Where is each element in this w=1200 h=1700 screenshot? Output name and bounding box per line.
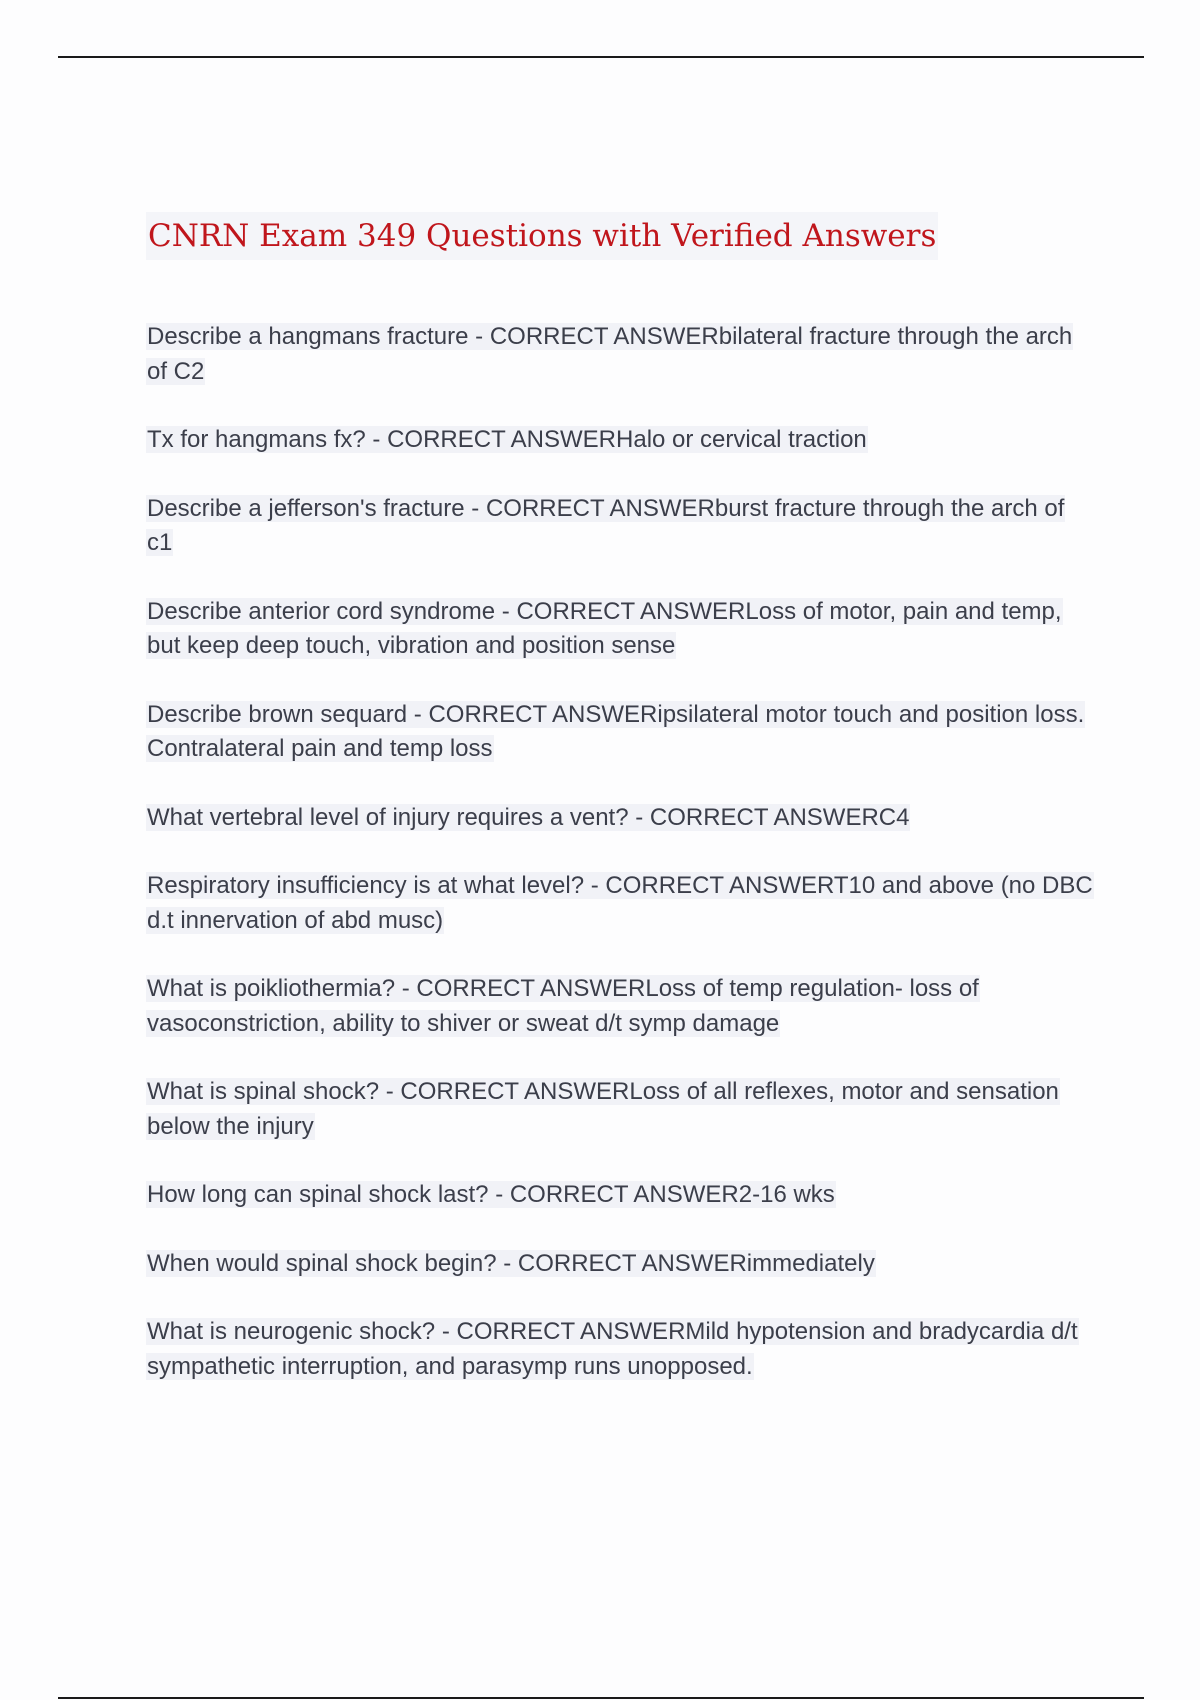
qa-item <box>146 1178 1096 1213</box>
qa-item <box>146 595 1096 664</box>
qa-text: Tx for hangmans fx? - CORRECT ANSWERHalo or cervical traction <box>147 426 867 453</box>
document-body <box>146 212 1096 1418</box>
qa-text: What is neurogenic shock? - CORRECT ANSWERMild hypotension and bradycardia d/t sympathetic interruption, and parasymp runs unopposed. <box>147 1318 1078 1380</box>
bottom-rule <box>58 1697 1144 1699</box>
qa-item <box>146 423 1096 458</box>
qa-text: What vertebral level of injury requires a vent? - CORRECT ANSWERC4 <box>147 803 910 831</box>
qa-list <box>146 320 1096 1384</box>
qa-item <box>146 1247 1096 1282</box>
qa-item <box>146 801 1096 836</box>
qa-text: Describe a jefferson's fracture - CORRECT ANSWERburst fracture through the arch of c1 <box>147 494 1065 556</box>
qa-item <box>146 972 1096 1041</box>
qa-item <box>146 698 1096 767</box>
qa-text: What is poikliothermia? - CORRECT ANSWERLoss of temp regulation- loss of vasoconstriction, ability to shiver or sweat d/t symp damage <box>147 975 979 1037</box>
qa-item <box>146 1075 1096 1144</box>
qa-text: Describe a hangmans fracture - CORRECT ANSWERbilateral fracture through the arch of C2 <box>147 323 1073 385</box>
qa-text: Respiratory insufficiency is at what level? - CORRECT ANSWERT10 and above (no DBC d.t innervation of abd musc) <box>147 872 1093 934</box>
qa-item <box>146 492 1096 561</box>
qa-item <box>146 1315 1096 1384</box>
top-rule <box>58 56 1144 58</box>
qa-item <box>146 869 1096 938</box>
qa-text: How long can spinal shock last? - CORRECT ANSWER2-16 wks <box>147 1181 835 1208</box>
qa-item <box>146 320 1096 389</box>
qa-text: What is spinal shock? - CORRECT ANSWERLoss of all reflexes, motor and sensation below the injury <box>147 1078 1059 1140</box>
qa-text: When would spinal shock begin? - CORRECT ANSWERimmediately <box>147 1249 875 1277</box>
document-title: CNRN Exam 349 Questions with Verified Answers <box>146 212 938 260</box>
qa-text: Describe anterior cord syndrome - CORRECT ANSWERLoss of motor, pain and temp, but keep deep touch, vibration and position sense <box>147 597 1062 659</box>
qa-text: Describe brown sequard - CORRECT ANSWERipsilateral motor touch and position loss. Contralateral pain and temp loss <box>147 700 1085 762</box>
